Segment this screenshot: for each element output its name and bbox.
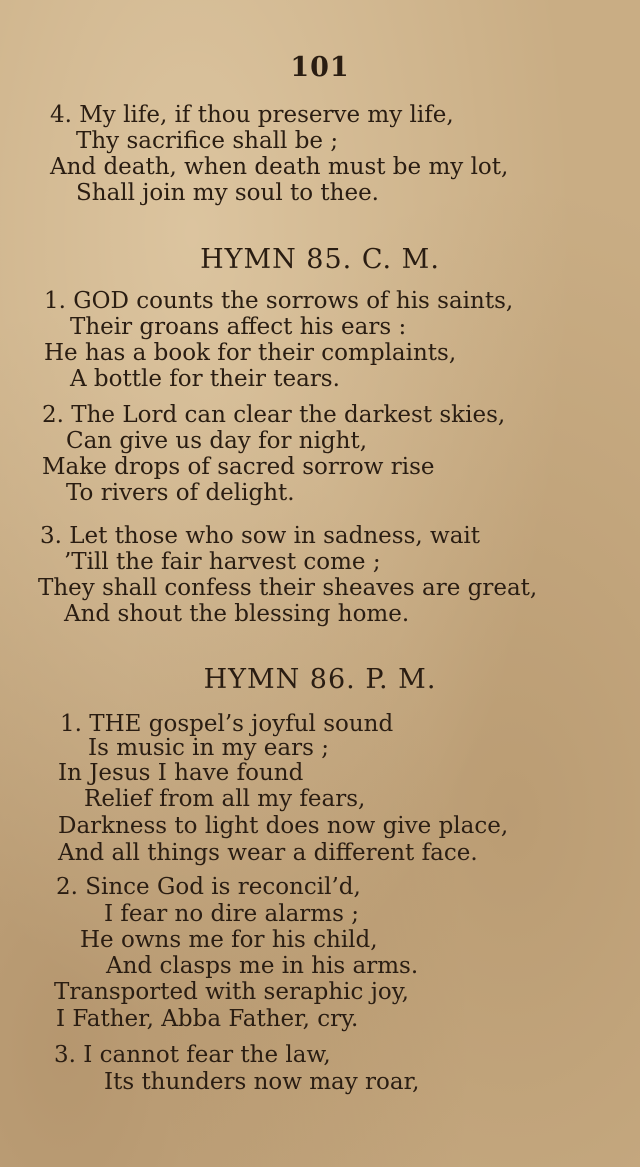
verse-line: ’Till the fair harvest come ;: [64, 549, 381, 575]
verse-line: In Jesus I have found: [58, 760, 304, 786]
verse-line: 2. Since God is reconcil’d,: [56, 874, 361, 900]
verse-line: They shall confess their sheaves are great,: [38, 575, 538, 601]
hymn-title: HYMN 86. P. M.: [203, 664, 437, 695]
verse-line: Their groans affect his ears :: [70, 314, 407, 340]
verse-line: I fear no dire alarms ;: [104, 901, 359, 927]
verse-line: Its thunders now may roar,: [104, 1069, 420, 1095]
verse-line: 3. I cannot fear the law,: [54, 1042, 331, 1068]
verse-line: Relief from all my fears,: [84, 786, 366, 812]
verse-line: 1. GOD counts the sorrows of his saints,: [44, 288, 514, 314]
verse-line: To rivers of delight.: [66, 480, 295, 506]
page-number: 101: [290, 52, 350, 83]
verse-line: And all things wear a different face.: [58, 840, 478, 866]
verse-line: Shall join my soul to thee.: [76, 180, 379, 206]
verse-line: 4. My life, if thou preserve my life,: [50, 102, 454, 128]
verse-line: Thy sacrifice shall be ;: [76, 128, 339, 154]
verse-line: 2. The Lord can clear the darkest skies,: [42, 402, 506, 428]
verse-line: Make drops of sacred sorrow rise: [42, 454, 435, 480]
verse-line: And clasps me in his arms.: [106, 953, 419, 979]
verse-line: He owns me for his child,: [80, 927, 378, 953]
verse-line: Can give us day for night,: [66, 428, 368, 454]
verse-line: Is music in my ears ;: [88, 735, 329, 761]
verse-line: 3. Let those who sow in sadness, wait: [40, 523, 480, 549]
verse-line: Transported with seraphic joy,: [54, 979, 409, 1005]
verse-line: I Father, Abba Father, cry.: [56, 1006, 359, 1032]
verse-line: He has a book for their complaints,: [44, 340, 457, 366]
hymn-title: HYMN 85. C. M.: [200, 244, 440, 275]
verse-line: And death, when death must be my lot,: [50, 154, 509, 180]
verse-line: A bottle for their tears.: [70, 366, 340, 392]
verse-line: Darkness to light does now give place,: [58, 813, 509, 839]
verse-line: And shout the blessing home.: [64, 601, 410, 627]
verse-line: 1. THE gospel’s joyful sound: [60, 711, 394, 737]
